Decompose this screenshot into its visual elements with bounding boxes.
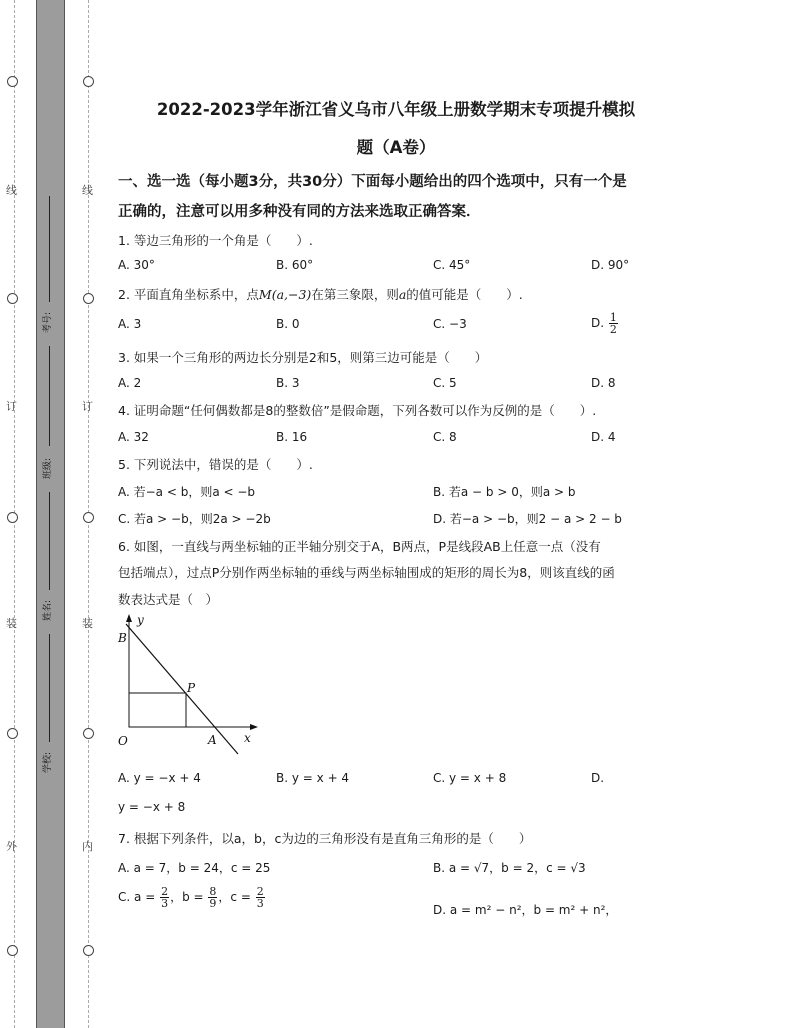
page-title-line1: 2022-2023学年浙江省义乌市八年级上册数学期末专项提升模拟 [156, 100, 636, 119]
x-axis-arrow [250, 724, 258, 730]
section-heading-line1: 一、选一选（每小题3分，共30分）下面每小题给出的四个选项中，只有一个是 [118, 174, 627, 190]
label-o: O [118, 734, 128, 748]
outer-mark: 线 [6, 184, 17, 197]
binding-hole [83, 728, 94, 739]
q7-option-b[interactable]: B. a = √7，b = 2，c = √3 [433, 861, 586, 875]
q2-point: M(a,−3) [258, 287, 312, 302]
field-line-name[interactable] [49, 492, 50, 590]
q2-stem-part1: 2. 平面直角坐标系中，点 [118, 287, 259, 302]
binding-hole [83, 293, 94, 304]
q7-option-d[interactable]: D. a = m² − n²，b = m² + n²， [433, 903, 618, 917]
page-title-line2: 题（A卷） [356, 138, 436, 157]
q1-option-a[interactable]: A. 30° [118, 258, 155, 272]
q3-option-d[interactable]: D. 8 [591, 376, 616, 390]
outer-mark: 外 [6, 840, 17, 853]
q5-option-d[interactable]: D. 若−a > −b，则2 − a > 2 − b [433, 512, 622, 526]
field-label-exam-number: 考号: [43, 311, 54, 334]
fraction-numerator: 2 [161, 885, 169, 898]
q4-option-c[interactable]: C. 8 [433, 430, 457, 444]
q7-option-c[interactable] [118, 886, 266, 909]
binding-hole [7, 512, 18, 523]
inner-mark: 订 [82, 400, 93, 413]
q7-option-a[interactable]: A. a = 7，b = 24，c = 25 [118, 861, 271, 875]
q1-option-d[interactable]: D. 90° [591, 258, 630, 272]
q2-option-b[interactable]: B. 0 [276, 317, 300, 331]
field-label-class: 班级: [43, 457, 54, 480]
binding-hole [7, 293, 18, 304]
binding-hole [83, 76, 94, 87]
outer-mark: 订 [6, 400, 17, 413]
binding-hole [83, 945, 94, 956]
label-y: y [137, 613, 144, 627]
inner-mark: 装 [82, 617, 93, 630]
fraction-numerator: 2 [256, 885, 264, 898]
q5-option-b[interactable]: B. 若a − b > 0，则a > b [433, 485, 576, 499]
q7-c-fraction-b [208, 886, 217, 909]
q4-option-a[interactable]: A. 32 [118, 430, 149, 444]
q3-option-b[interactable]: B. 3 [276, 376, 300, 390]
label-p: P [187, 681, 196, 695]
question-3-stem: 3. 如果一个三角形的两边长分别是2和5，则第三边可能是（ ） [118, 350, 488, 365]
section-heading-line2: 正确的，注意可以用多种没有同的方法来选取正确答案． [118, 204, 481, 220]
q6-option-a[interactable]: A. y = −x + 4 [118, 771, 201, 785]
q6-option-d-continued[interactable]: y = −x + 8 [118, 800, 186, 814]
coordinate-diagram [112, 610, 262, 760]
q4-option-b[interactable]: B. 16 [276, 430, 308, 444]
q2-option-c[interactable]: C. −3 [433, 317, 467, 331]
question-6-line3: 数表达式是（ ） [118, 592, 219, 607]
field-line-school[interactable] [49, 634, 50, 742]
inner-mark: 内 [82, 840, 93, 853]
q2-option-d[interactable] [591, 312, 619, 335]
line-ab [126, 624, 238, 754]
question-7-stem: 7. 根据下列条件，以a，b，c为边的三角形没有是直角三角形的是（ ） [118, 831, 532, 846]
field-label-school: 学校: [43, 751, 54, 774]
q5-option-c[interactable]: C. 若a > −b，则2a > −2b [118, 512, 271, 526]
question-1-stem: 1. 等边三角形的一个角是（ ）. [118, 233, 313, 248]
q2-option-a[interactable]: A. 3 [118, 317, 142, 331]
q2-option-d-label: D. [591, 316, 605, 330]
q7-option-c-a: a = [134, 890, 156, 904]
fraction-denominator: 9 [209, 897, 217, 910]
q2-variable: a [398, 287, 407, 302]
q7-option-c-b: ，b = [170, 890, 204, 904]
inner-mark: 线 [82, 184, 93, 197]
label-b: B [118, 631, 127, 645]
binding-strip [36, 0, 65, 1028]
q2-stem-part2: 在第三象限，则 [311, 287, 399, 302]
q5-option-a[interactable]: A. 若−a < b，则a < −b [118, 485, 256, 499]
q7-c-fraction-a [160, 886, 169, 909]
q6-option-b[interactable]: B. y = x + 4 [276, 771, 350, 785]
q4-option-d[interactable]: D. 4 [591, 430, 616, 444]
field-line-class[interactable] [49, 346, 50, 446]
binding-hole [7, 945, 18, 956]
q3-option-c[interactable]: C. 5 [433, 376, 457, 390]
label-a: A [208, 733, 217, 747]
field-line-exam-number[interactable] [49, 196, 50, 302]
q2-stem-part3: 的值可能是（ ）. [406, 287, 523, 302]
fraction-denominator: 3 [256, 897, 264, 910]
q6-option-c[interactable]: C. y = x + 8 [433, 771, 507, 785]
q1-option-b[interactable]: B. 60° [276, 258, 314, 272]
fraction-numerator: 1 [609, 311, 617, 324]
question-6-line2: 包括端点），过点P分别作两坐标轴的垂线与两坐标轴围成的矩形的周长为8，则该直线的函 [118, 565, 615, 580]
fraction-denominator: 3 [161, 897, 169, 910]
y-axis-arrow [126, 614, 132, 622]
rectangle-p [129, 693, 186, 727]
field-label-name: 姓名: [43, 599, 54, 622]
question-5-stem: 5. 下列说法中，错误的是（ ）. [118, 457, 313, 472]
binding-hole [7, 76, 18, 87]
question-6-line1: 6. 如图，一直线与两坐标轴的正半轴分别交于A，B两点，P是线段AB上任意一点（没有 [118, 539, 601, 554]
q7-c-fraction-c [256, 886, 265, 909]
label-x: x [244, 731, 251, 745]
q1-option-c[interactable]: C. 45° [433, 258, 471, 272]
q3-option-a[interactable]: A. 2 [118, 376, 142, 390]
binding-hole [7, 728, 18, 739]
q6-option-d[interactable]: D. [591, 771, 605, 785]
binding-hole [83, 512, 94, 523]
fraction-numerator: 8 [209, 885, 217, 898]
q7-option-c-c: ，c = [218, 890, 251, 904]
question-4-stem: 4. 证明命题“任何偶数都是8的整数倍”是假命题，下列各数可以作为反例的是（ ）. [118, 403, 597, 418]
fraction-denominator: 2 [609, 323, 617, 336]
q2-option-d-fraction [609, 312, 618, 335]
outer-mark: 装 [6, 617, 17, 630]
q7-option-c-label: C. [118, 890, 131, 904]
question-2-stem [118, 285, 678, 303]
